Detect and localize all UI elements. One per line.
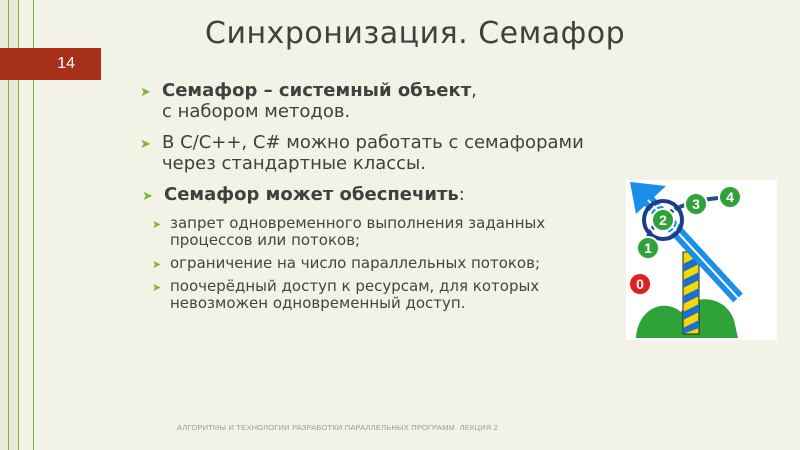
bullet-text: В С/С++, С# можно работать с семафорами через стандартные классы. bbox=[162, 132, 584, 174]
slide-title: Синхронизация. Семафор bbox=[205, 16, 626, 51]
arrow-bullet-icon: ➤ bbox=[152, 258, 162, 271]
slide-number: 14 bbox=[0, 48, 101, 80]
arrow-bullet-icon: ➤ bbox=[140, 137, 151, 152]
bullet-item bbox=[140, 80, 610, 122]
arrow-bullet-icon: ➤ bbox=[142, 189, 153, 204]
signal-1 bbox=[637, 237, 659, 259]
signal-0 bbox=[629, 273, 651, 295]
subheading-text: : bbox=[458, 184, 465, 205]
signal-2 bbox=[652, 209, 674, 231]
signal-3 bbox=[685, 193, 707, 215]
bullet-subheading bbox=[142, 184, 610, 205]
sub-bullet-text: ограничение на число параллельных потоков; bbox=[170, 254, 540, 272]
arrow-bullet-icon: ➤ bbox=[152, 218, 162, 231]
sub-bullet-text: запрет одновременного выполнения заданных процессов или потоков; bbox=[170, 214, 546, 249]
subheading-bold-text: Семафор может обеспечить bbox=[164, 184, 459, 205]
bullet-text: , bbox=[471, 80, 477, 101]
signal-label: 2 bbox=[659, 212, 667, 228]
slide-footer: АЛГОРИТМЫ И ТЕХНОЛОГИИ РАЗРАБОТКИ ПАРАЛЛЕЛЬНЫХ ПРОГРАММ. ЛЕКЦИЯ 2 bbox=[177, 423, 499, 432]
signal-label: 3 bbox=[692, 196, 700, 212]
signal-4 bbox=[719, 186, 741, 208]
arrow-bullet-icon: ➤ bbox=[140, 85, 151, 100]
sub-bullet-item bbox=[140, 278, 610, 312]
slide-content bbox=[140, 80, 610, 318]
sub-bullet-item bbox=[140, 215, 610, 249]
signal-label: 4 bbox=[726, 189, 734, 205]
semaphore-pole bbox=[683, 252, 699, 334]
bullet-item bbox=[140, 132, 610, 174]
sub-bullet-item bbox=[140, 255, 610, 272]
signal-label: 1 bbox=[644, 240, 652, 256]
arrow-bullet-icon: ➤ bbox=[152, 281, 162, 294]
sub-bullet-text: поочерёдный доступ к ресурсам, для которых невозможен одновременный доступ. bbox=[170, 277, 540, 312]
bullet-text-line2: с набором методов. bbox=[162, 101, 351, 122]
bullet-bold-text: Семафор – системный объект bbox=[162, 80, 472, 101]
signal-label: 0 bbox=[636, 276, 644, 292]
semaphore-illustration bbox=[626, 180, 777, 340]
